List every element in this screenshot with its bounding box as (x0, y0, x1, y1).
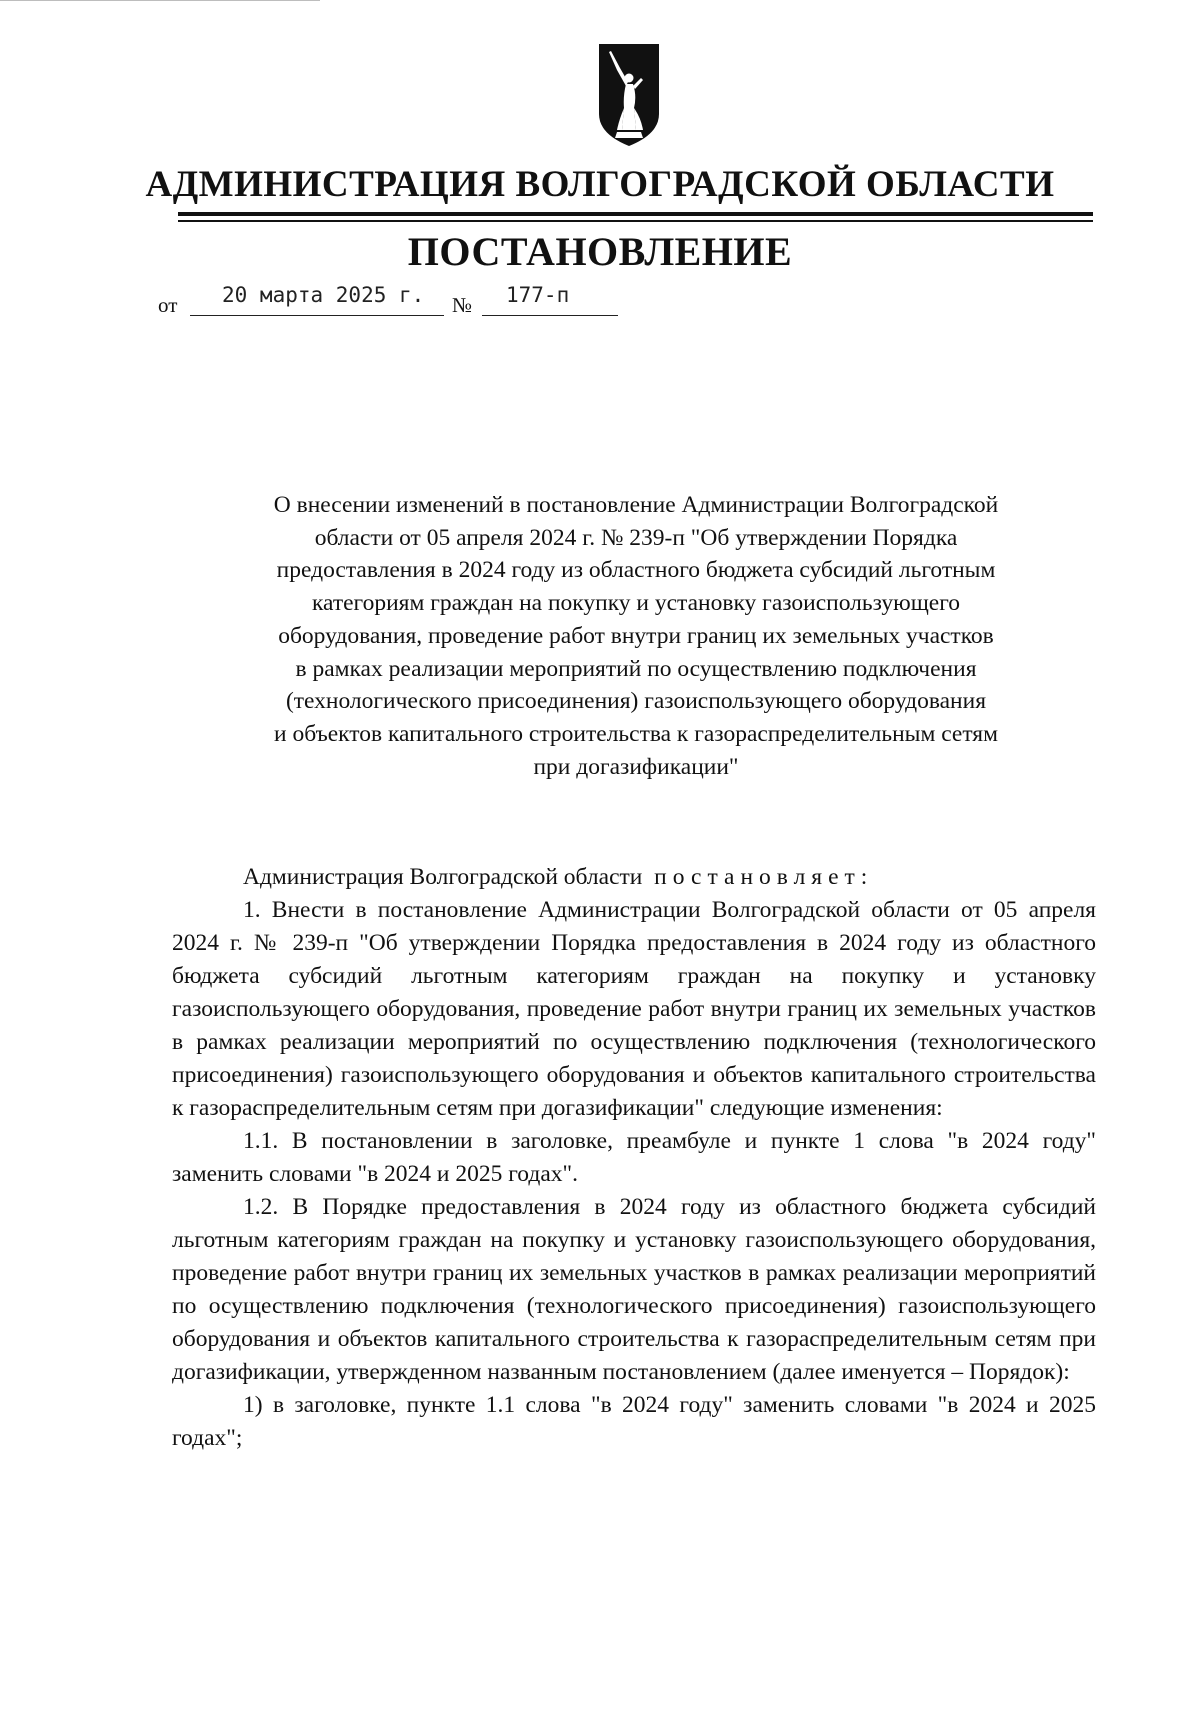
header-rule-thin (178, 220, 1093, 222)
coat-of-arms-icon (597, 42, 661, 148)
paragraph-1-2: 1.2. В Порядке предоставления в 2024 году из областного бюджета субсидий льготным категориям граждан на покупку и установку газоиспользующего оборудования, проведение работ внутри границ их земельных участков в рамках реализации мероприятий по осуществлению подключения (технологического присоединения) газоиспользующего оборудования и объектов капитального строительства к газораспределительным сетям при догазификации, утвержденном названным постановлением (далее именуется – Порядок): (172, 1194, 1096, 1385)
subject-line: категориям граждан на покупку и установку газоиспользующего (311, 590, 961, 617)
scan-edge-line (0, 0, 320, 1)
date-label: от (158, 293, 178, 317)
number-value: 177-п (506, 283, 570, 307)
subject-line: О внесении изменений в постановление Администрации Волгоградской (273, 492, 999, 518)
document-subject (178, 489, 1094, 783)
organization-title: АДМИНИСТРАЦИЯ ВОЛГОГРАДСКОЙ ОБЛАСТИ (145, 164, 1055, 205)
paragraph-1-2-item-1: 1) в заголовке, пункте 1.1 слова "в 2024 году" заменить словами "в 2024 и 2025 годах"; (172, 1392, 1096, 1451)
document-body (172, 861, 1096, 1455)
number-underline (482, 315, 618, 316)
subject-line: предоставления в 2024 году из областного бюджета субсидий льготным (276, 557, 996, 584)
date-underline (190, 315, 444, 316)
subject-line: и объектов капитального строительства к газораспределительным сетям (274, 720, 998, 747)
subject-line: области от 05 апреля 2024 г. № 239-п "Об утверждении Порядка (314, 524, 958, 551)
subject-line: (технологического присоединения) газоиспользующего оборудования (285, 688, 987, 715)
header-rule-thick (178, 212, 1093, 216)
preamble-lead: Администрация Волгоградской области (243, 864, 643, 890)
subject-line: при догазификации" (533, 753, 739, 780)
document-type-title: ПОСТАНОВЛЕНИЕ (407, 229, 793, 274)
paragraph-1-1: 1.1. В постановлении в заголовке, преамбуле и пункте 1 слова "в 2024 году" заменить словами "в 2024 и 2025 годах". (172, 1128, 1096, 1187)
preamble-verb: постановляет: (654, 864, 874, 890)
subject-line: в рамках реализации мероприятий по осуществлению подключения (295, 655, 977, 682)
paragraph-1: 1. Внести в постановление Администрации Волгоградской области от 05 апреля 2024 г. № 239-п "Об утверждении Порядка предоставления в 2024 году из областного бюджета субсидий льготным категориям граждан на покупку и установку газоиспользующего оборудования, проведение работ внутри границ их земельных участков в рамках реализации мероприятий по осуществлению подключения (технологического присоединения) газоиспользующего оборудования и объектов капитального строительства к газораспределительным сетям при догазификации" следующие изменения: (172, 897, 1096, 1121)
subject-line: оборудования, проведение работ внутри границ их земельных участков (278, 622, 994, 649)
date-value: 20 марта 2025 г. (222, 283, 425, 307)
number-label: № (452, 293, 473, 317)
preamble (172, 861, 1096, 894)
